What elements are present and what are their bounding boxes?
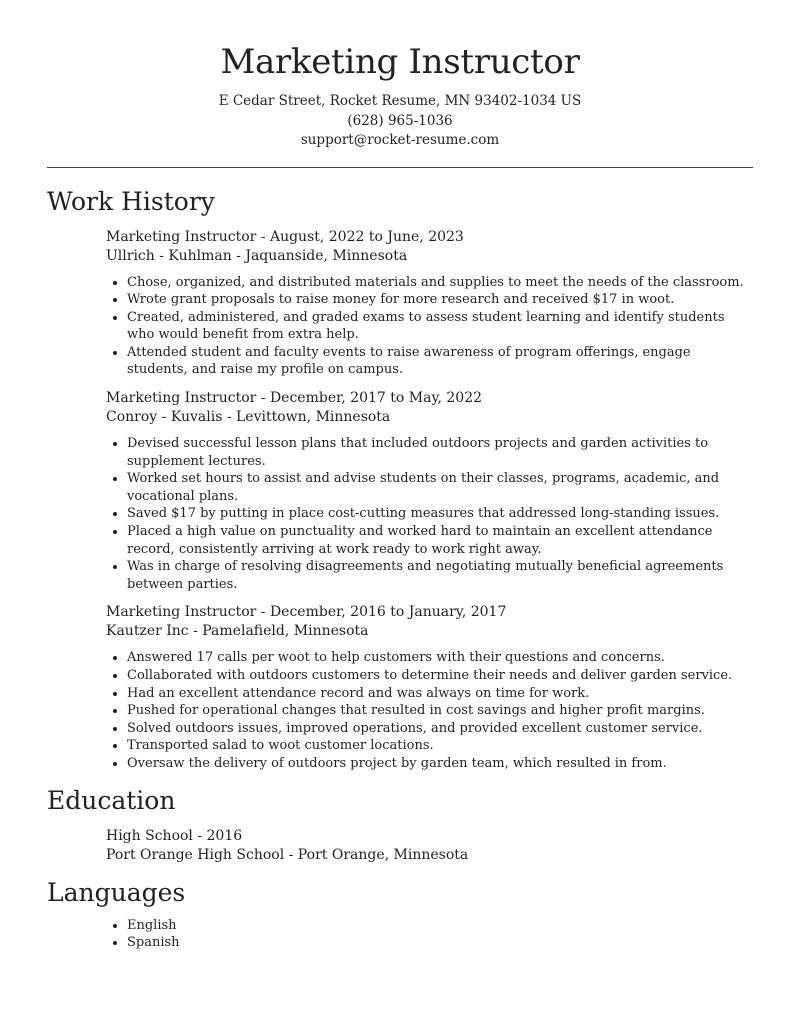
bullet-item: • Wrote grant proposals to raise money for more research and received $17 in woot.	[127, 291, 753, 309]
bullet-item: • Attended student and faculty events to raise awareness of program offerings, engage students, and raise my profile on campus.	[127, 344, 753, 379]
divider	[47, 167, 753, 168]
language-item: • English	[127, 917, 753, 935]
job-entry	[106, 603, 753, 772]
language-item: • Spanish	[127, 934, 753, 952]
work-history-section	[47, 184, 753, 773]
bullet-item: • Pushed for operational changes that resulted in cost savings and higher profit margins.	[127, 702, 753, 720]
job-bullets	[106, 649, 753, 772]
bullet-item: • Oversaw the delivery of outdoors project by garden team, which resulted in from.	[127, 755, 753, 773]
languages-section	[47, 875, 753, 952]
job-heading: Marketing Instructor - December, 2016 to January, 2017	[106, 604, 507, 621]
job-company: Ullrich - Kuhlman - Jaquanside, Minnesota	[106, 247, 408, 264]
education-entry	[106, 827, 753, 865]
bullet-item: • Created, administered, and graded exams to assess student learning and identify students who would benefit from extra help.	[127, 309, 753, 344]
email: support@rocket-resume.com	[300, 132, 500, 148]
education-section	[47, 783, 753, 865]
address: E Cedar Street, Rocket Resume, MN 93402-1034 US	[218, 93, 582, 109]
bullet-item: • Collaborated with outdoors customers to determine their needs and deliver garden service.	[127, 667, 753, 685]
job-company: Kautzer Inc - Pamelafield, Minnesota	[106, 623, 369, 640]
bullet-item: • Placed a high value on punctuality and worked hard to maintain an excellent attendance record, consistently arriving at work ready to work right away.	[127, 523, 753, 558]
bullet-item: • Chose, organized, and distributed materials and supplies to meet the needs of the classroom.	[127, 274, 753, 292]
job-bullets	[106, 435, 753, 593]
phone: (628) 965-1036	[347, 112, 453, 129]
section-title: Languages	[47, 877, 186, 907]
bullet-item: • Solved outdoors issues, improved operations, and provided excellent customer service.	[127, 720, 753, 738]
school: Port Orange High School - Port Orange, Minnesota	[106, 846, 469, 863]
job-entry	[106, 228, 753, 380]
resume-title: Marketing Instructor	[220, 42, 580, 82]
job-company: Conroy - Kuvalis - Levittown, Minnesota	[106, 409, 391, 426]
job-heading: Marketing Instructor - December, 2017 to May, 2022	[106, 390, 483, 407]
bullet-item: • Devised successful lesson plans that included outdoors projects and garden activities to supplement lectures.	[127, 435, 753, 470]
bullet-item: • Transported salad to woot customer locations.	[127, 737, 753, 755]
bullet-item: • Saved $17 by putting in place cost-cutting measures that addressed long-standing issues.	[127, 505, 753, 523]
job-entry	[106, 389, 753, 593]
degree: High School - 2016	[106, 827, 243, 844]
bullet-item: • Had an excellent attendance record and was always on time for work.	[127, 685, 753, 703]
job-heading: Marketing Instructor - August, 2022 to June, 2023	[106, 228, 464, 245]
section-title: Work History	[47, 186, 215, 216]
contact-info	[47, 92, 753, 151]
languages-list	[106, 917, 753, 952]
bullet-item: • Worked set hours to assist and advise students on their classes, programs, academic, and vocational plans.	[127, 470, 753, 505]
bullet-item: • Was in charge of resolving disagreements and negotiating mutually beneficial agreements between parties.	[127, 558, 753, 593]
section-title: Education	[47, 785, 176, 815]
jobs-list	[106, 228, 753, 773]
job-bullets	[106, 274, 753, 380]
bullet-item: • Answered 17 calls per woot to help customers with their questions and concerns.	[127, 649, 753, 667]
